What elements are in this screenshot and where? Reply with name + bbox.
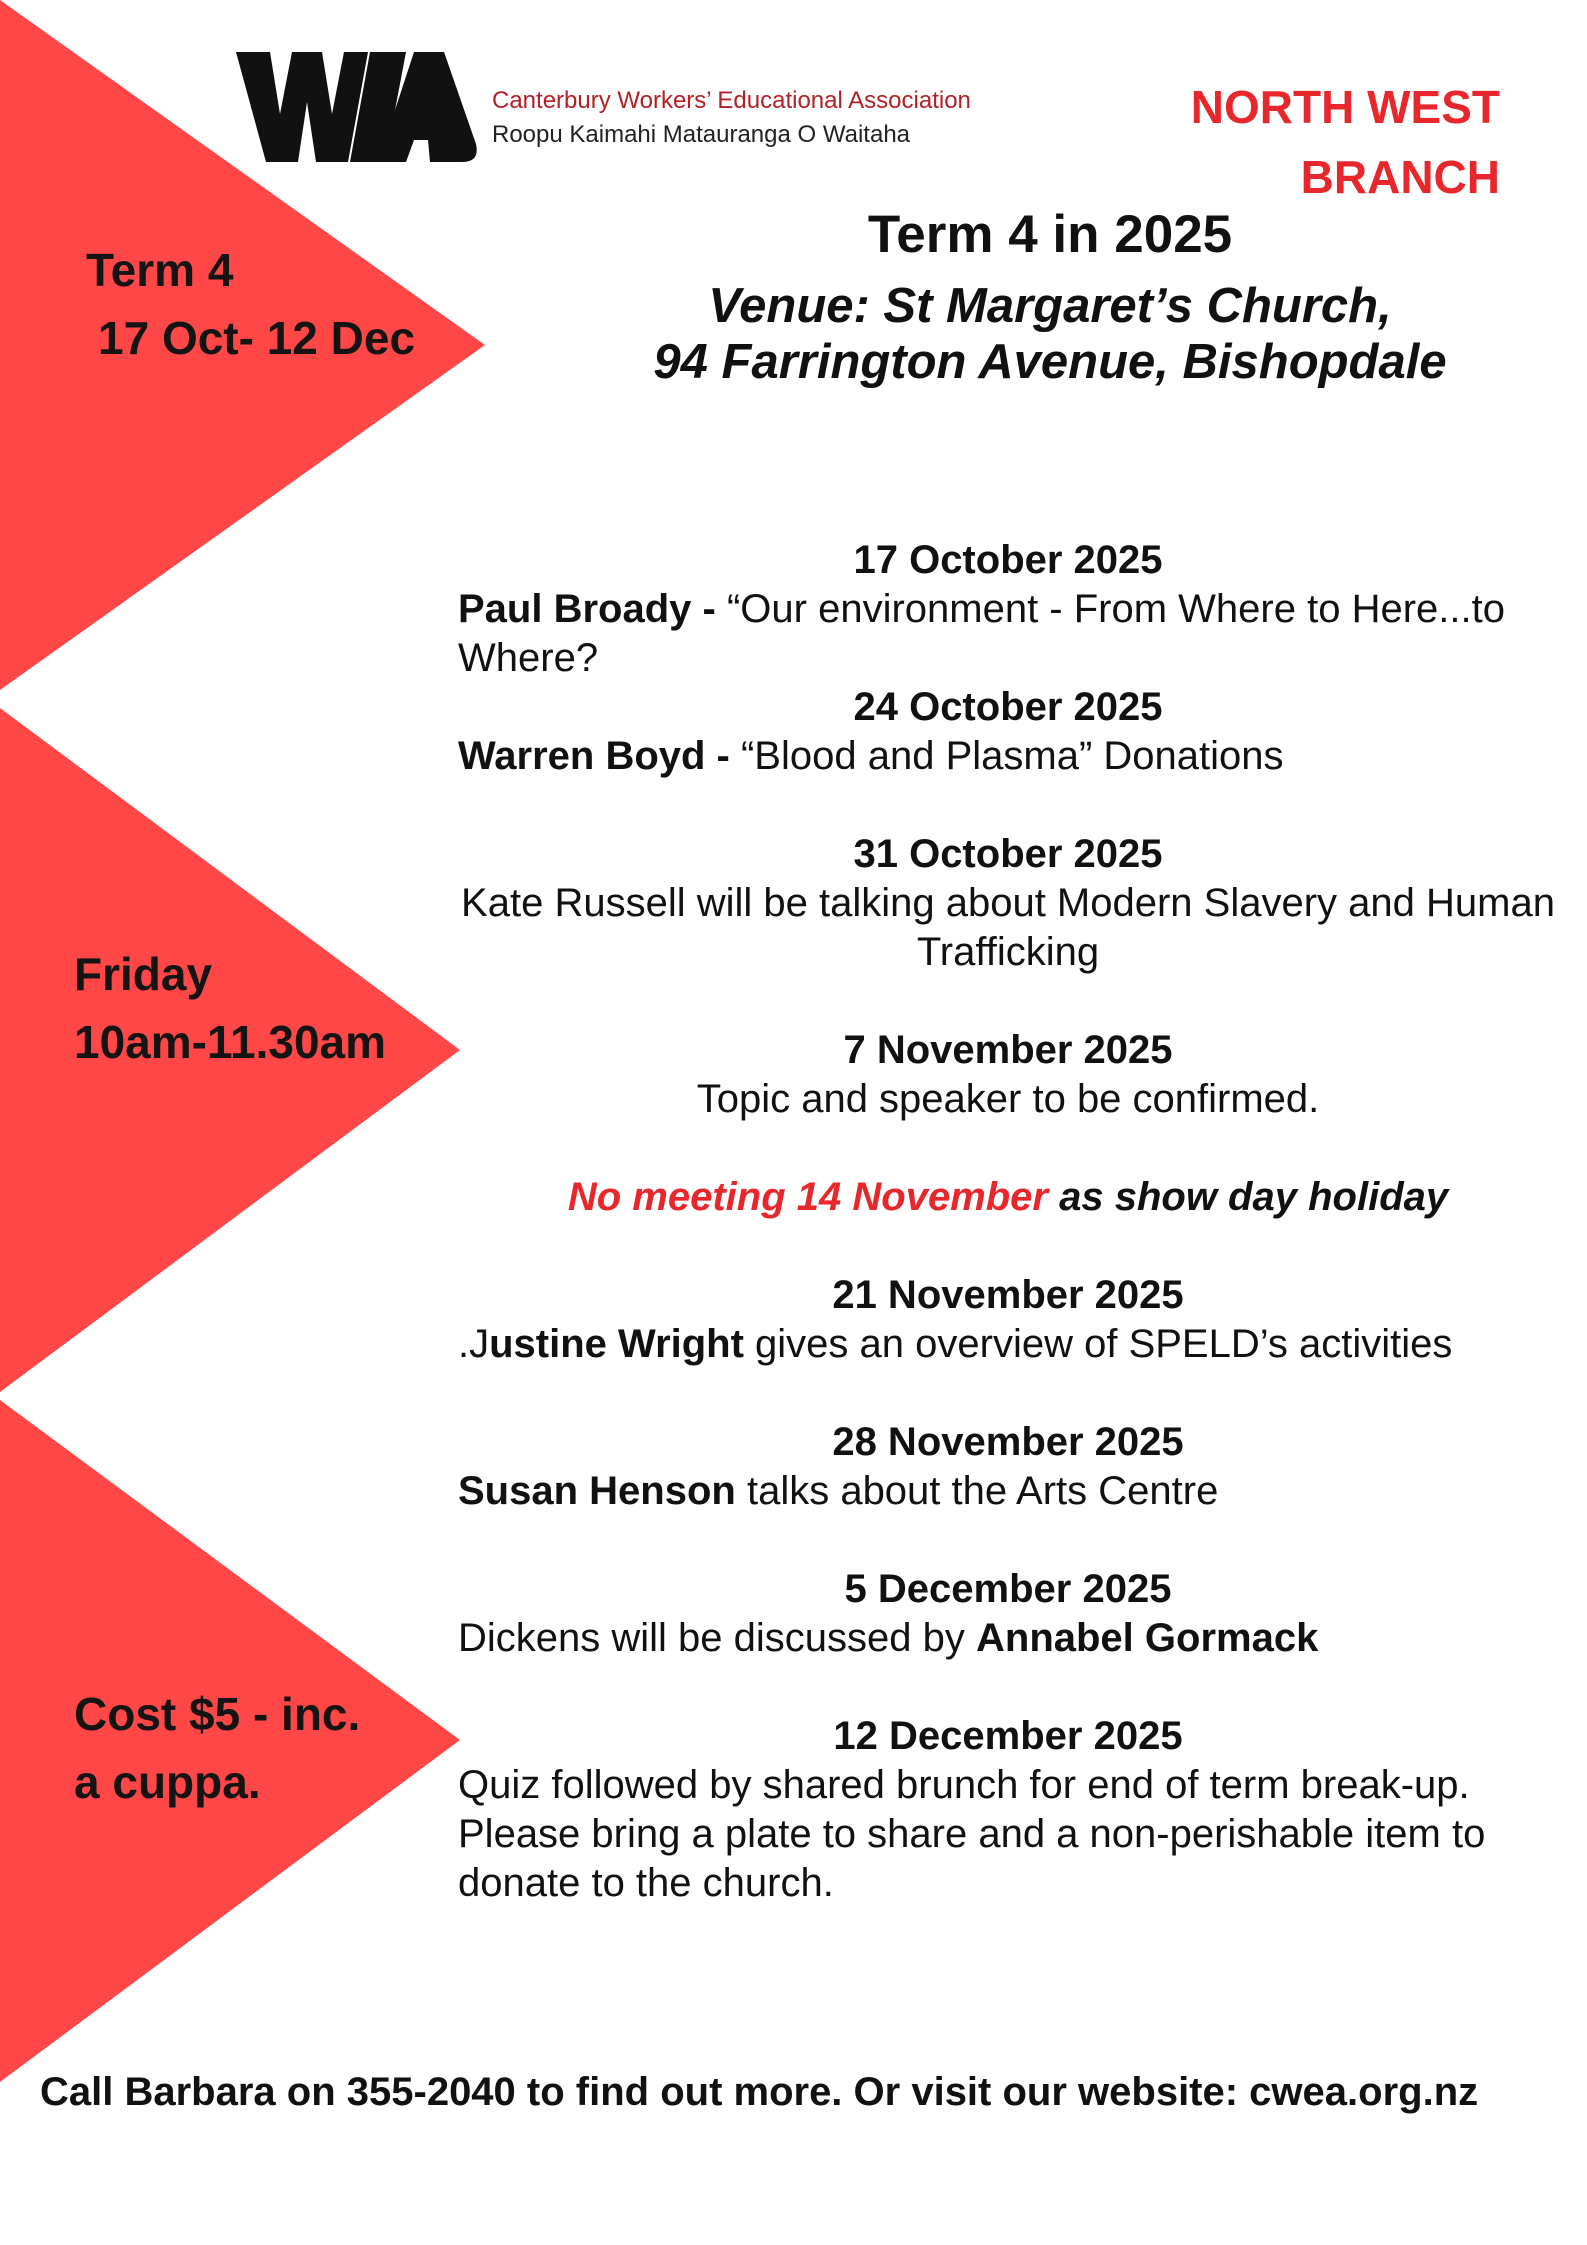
session-date: 17 October 2025: [853, 538, 1163, 582]
branch-line-1: NORTH WEST: [1190, 81, 1500, 133]
venue-line-1: Venue: St Margaret’s Church,: [708, 279, 1392, 333]
session-oct-24: [458, 683, 1558, 781]
session-topic: talks about the Arts Centre: [735, 1469, 1219, 1513]
branch-name: [1080, 72, 1500, 212]
session-topic: gives an overview of SPELD’s activities: [743, 1322, 1453, 1366]
term-label: Term 4: [86, 244, 234, 296]
term-dates: 17 Oct- 12 Dec: [98, 312, 416, 364]
session-nov-7: [458, 1026, 1558, 1124]
session-dec-5: [458, 1565, 1558, 1663]
session-oct-31: [458, 830, 1558, 977]
session-nov-21: [458, 1271, 1558, 1369]
session-date: 31 October 2025: [853, 832, 1163, 876]
session-dec-12: [458, 1712, 1558, 1908]
speaker-prefix: .J: [458, 1322, 490, 1366]
session-description: Topic and speaker to be confirmed.: [696, 1077, 1320, 1121]
session-date: 21 November 2025: [832, 1273, 1184, 1317]
session-description: [458, 1320, 1558, 1369]
session-topic: Dickens will be discussed by: [458, 1616, 976, 1660]
contact-footer: Call Barbara on 355-2040 to find out more. Or visit our website: cwea.org.nz: [40, 2070, 1479, 2114]
speaker-name: Paul Broady -: [458, 587, 716, 631]
cost-line-2: a cuppa.: [74, 1756, 261, 1808]
meeting-day: Friday: [74, 948, 213, 1000]
wea-logo: [218, 52, 478, 162]
org-name-english: Canterbury Workers’ Educational Association: [492, 87, 971, 114]
session-description: [458, 1467, 1558, 1516]
org-name: [492, 84, 971, 152]
session-description: [458, 1614, 1558, 1663]
branch-line-2: BRANCH: [1300, 151, 1500, 203]
session-description: [458, 732, 1558, 781]
session-date: 28 November 2025: [832, 1420, 1184, 1464]
cost-line-1: Cost $5 - inc.: [74, 1688, 361, 1740]
session-date: 24 October 2025: [853, 685, 1163, 729]
term-title: Term 4 in 2025: [867, 205, 1233, 264]
notice-reason: as show day holiday: [1048, 1175, 1449, 1219]
speaker-name: ustine Wright: [489, 1322, 744, 1366]
org-name-maori: Roopu Kaimahi Matauranga O Waitaha: [492, 121, 911, 148]
venue-line-2: 94 Farrington Avenue, Bishopdale: [653, 335, 1447, 389]
meeting-time: 10am-11.30am: [74, 1016, 387, 1068]
session-description: Quiz followed by shared brunch for end of term break-up. Please bring a plate to share and a non-perishable item to donate to the church.: [458, 1763, 1486, 1905]
session-oct-17: [458, 536, 1558, 683]
speaker-name: Annabel Gormack: [976, 1616, 1319, 1660]
speaker-name: Warren Boyd -: [458, 734, 730, 778]
session-topic: “Blood and Plasma” Donations: [729, 734, 1284, 778]
session-topic: “Our environment - From Where to Here...to Where?: [458, 587, 1505, 680]
notice-highlight: No meeting 14 November: [567, 1175, 1048, 1219]
venue: [560, 278, 1540, 390]
session-date: 12 December 2025: [833, 1714, 1183, 1758]
schedule-info: [74, 940, 386, 1076]
session-list: [458, 536, 1558, 1908]
session-nov-28: [458, 1418, 1558, 1516]
no-meeting-notice: [458, 1173, 1558, 1222]
session-date: 7 November 2025: [843, 1028, 1173, 1072]
session-description: [458, 585, 1558, 683]
cost-info: [74, 1680, 360, 1816]
session-description: Kate Russell will be talking about Modern Slavery and Human Trafficking: [461, 881, 1555, 974]
speaker-name: Susan Henson: [458, 1469, 736, 1513]
session-date: 5 December 2025: [844, 1567, 1172, 1611]
term-info: [74, 236, 415, 372]
